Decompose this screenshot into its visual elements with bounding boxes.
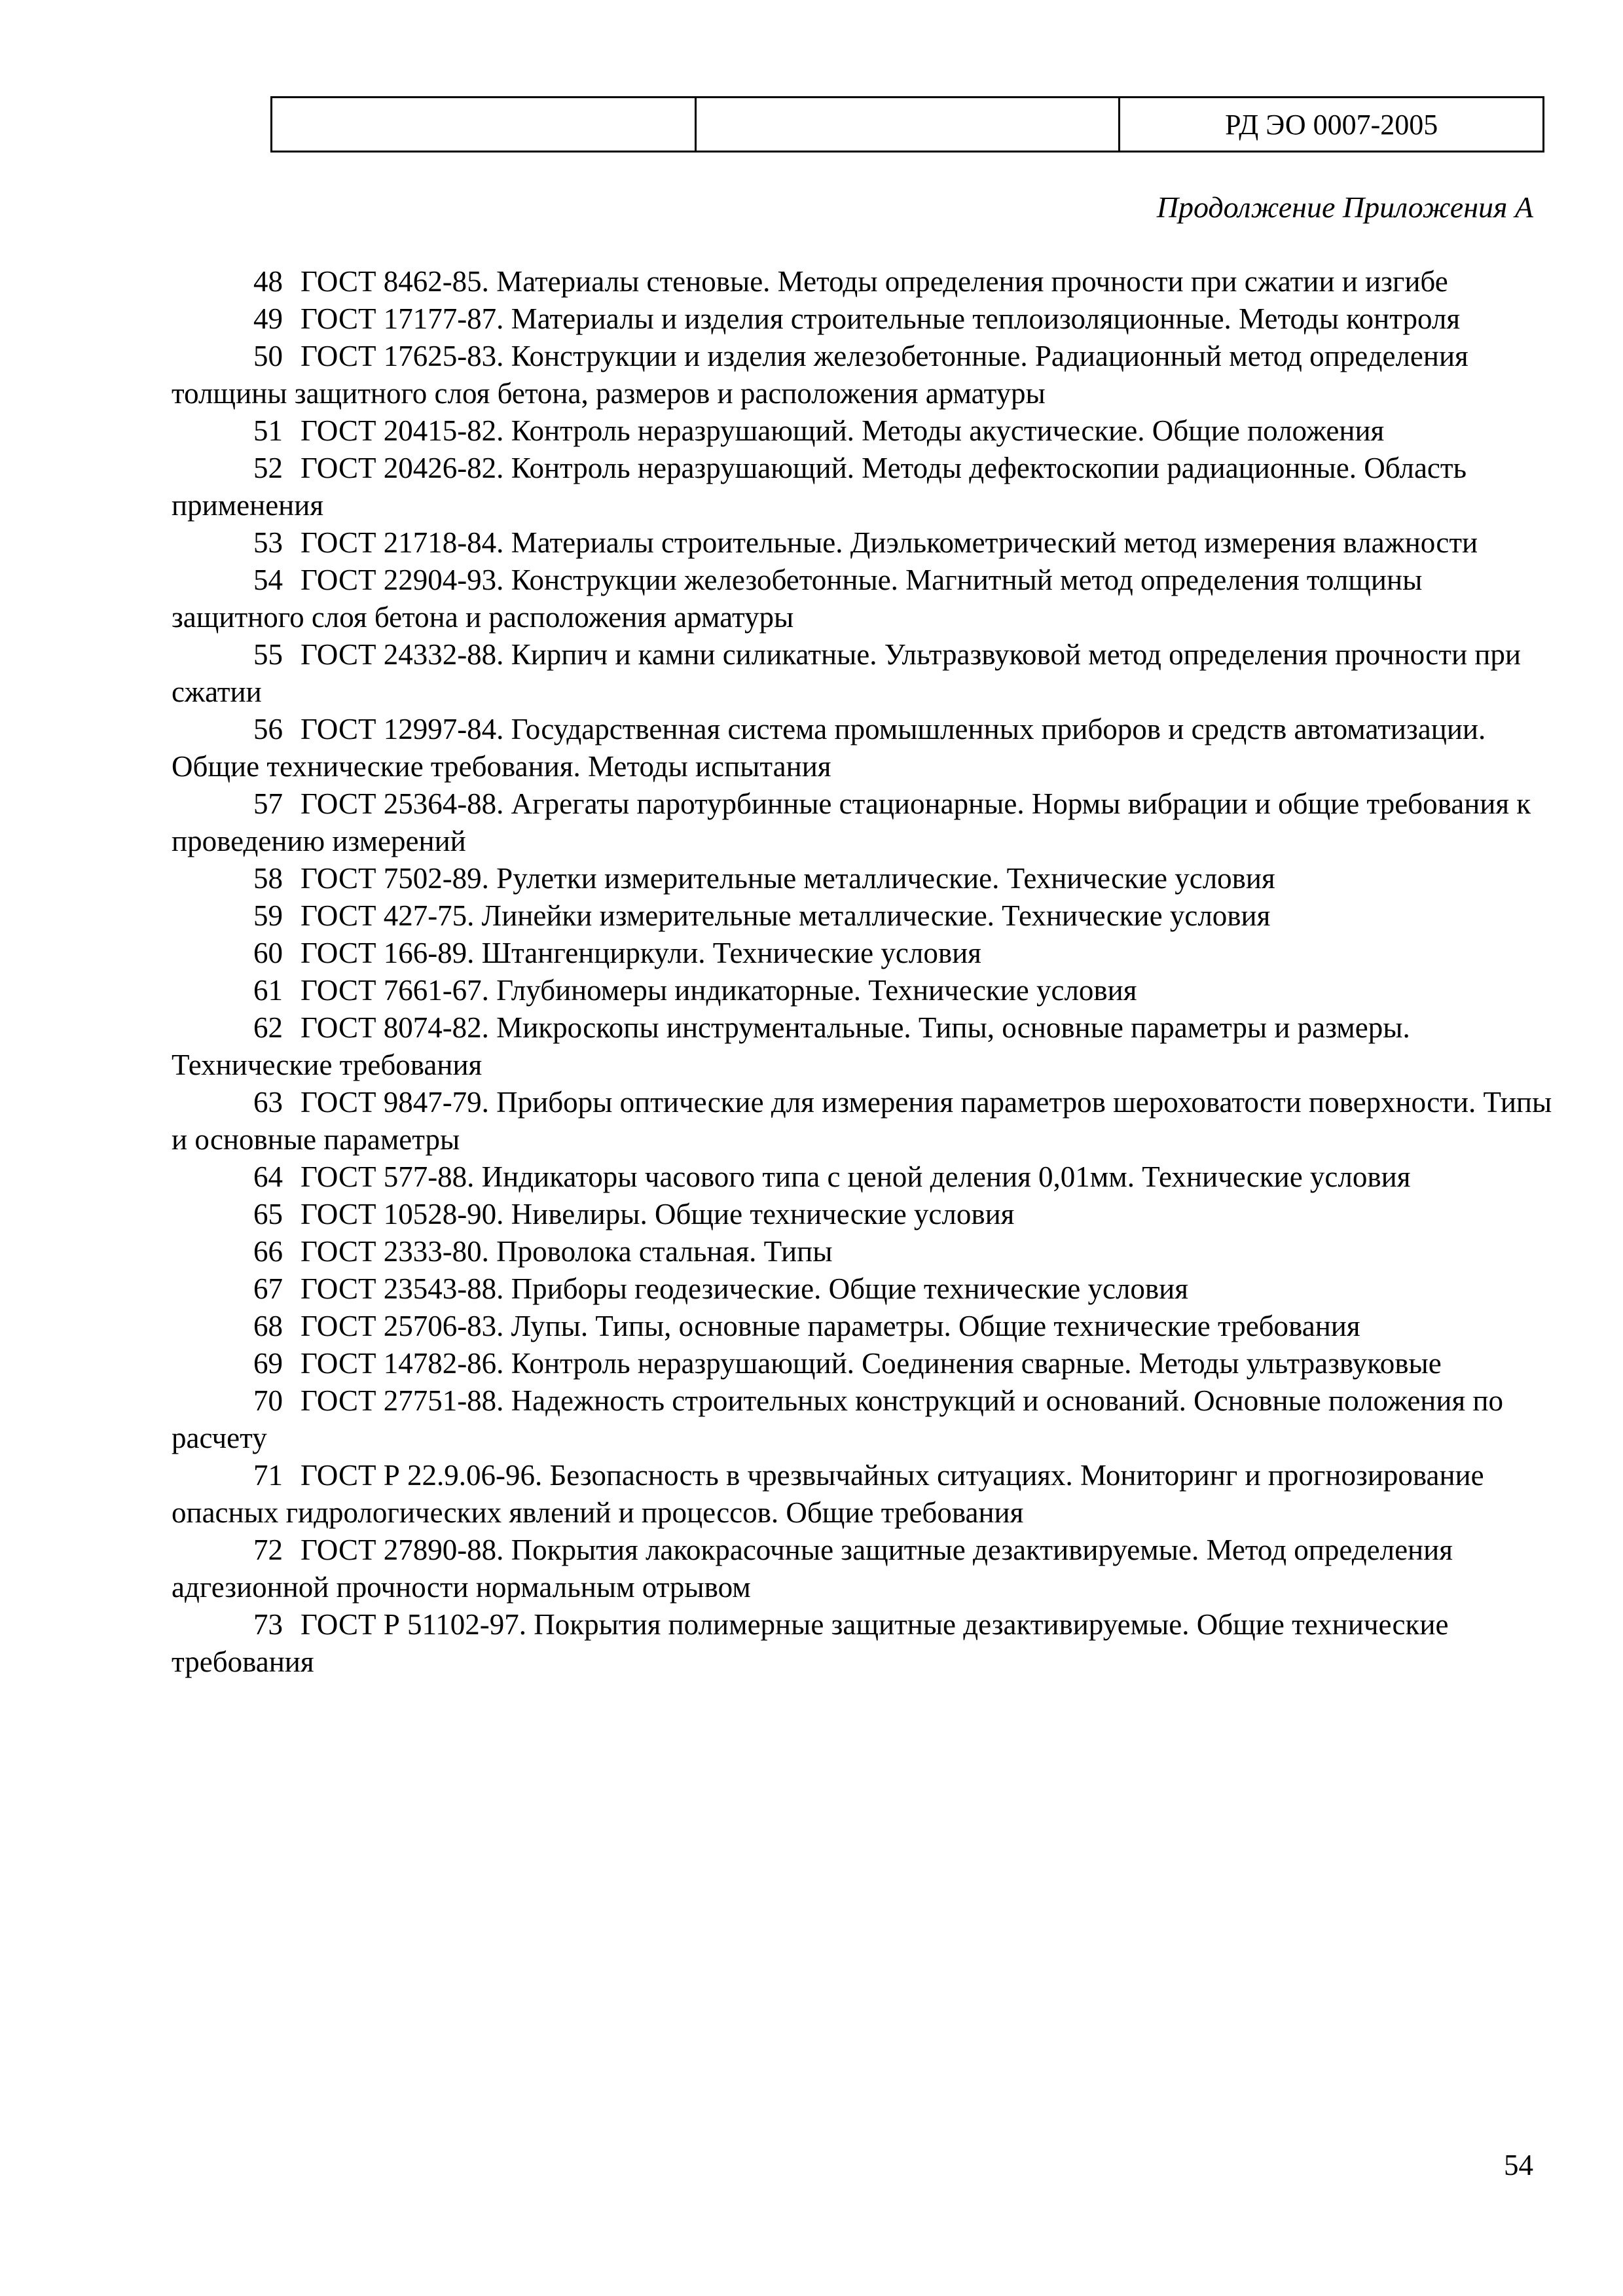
reference-text: ГОСТ 9847-79. Приборы оптические для измерения параметров шероховатости поверхности. Типы и основные параметры — [172, 1086, 1552, 1156]
reference-item — [172, 1382, 1553, 1457]
reference-text: ГОСТ 7661-67. Глубиномеры индикаторные. Технические условия — [301, 974, 1137, 1007]
reference-text: ГОСТ 10528-90. Нивелиры. Общие технические условия — [301, 1198, 1015, 1230]
header-cell-2 — [695, 98, 1120, 152]
reference-number: 60 — [253, 937, 283, 969]
reference-text: ГОСТ 22904-93. Конструкции железобетонные. Магнитный метод определения толщины защитного слоя бетона и расположения арматуры — [172, 564, 1423, 634]
reference-item — [172, 1606, 1553, 1681]
reference-text: ГОСТ 23543-88. Приборы геодезические. Общие технические условия — [301, 1272, 1188, 1305]
reference-number: 51 — [253, 414, 283, 447]
reference-number: 54 — [253, 564, 283, 596]
reference-text: ГОСТ 20426-82. Контроль неразрушающий. Методы дефектоскопии радиационные. Область применения — [172, 452, 1467, 522]
reference-text: ГОСТ Р 51102-97. Покрытия полимерные защитные дезактивируемые. Общие технические требования — [172, 1608, 1449, 1678]
reference-item — [172, 1270, 1553, 1308]
reference-item — [172, 897, 1553, 935]
reference-text: ГОСТ 25706-83. Лупы. Типы, основные параметры. Общие технические требования — [301, 1310, 1360, 1342]
reference-item — [172, 636, 1553, 711]
reference-text: ГОСТ 7502-89. Рулетки измерительные металлические. Технические условия — [301, 862, 1275, 895]
reference-item — [172, 300, 1553, 338]
reference-number: 53 — [253, 526, 283, 559]
reference-item — [172, 450, 1553, 524]
reference-number: 67 — [253, 1272, 283, 1305]
page-number: 54 — [1504, 2149, 1533, 2181]
reference-number: 61 — [253, 974, 283, 1007]
reference-number: 62 — [253, 1011, 283, 1044]
reference-item — [172, 860, 1553, 897]
reference-number: 70 — [253, 1384, 283, 1417]
reference-item — [172, 935, 1553, 972]
reference-item — [172, 1084, 1553, 1158]
reference-list — [172, 263, 1553, 1681]
reference-text: ГОСТ 24332-88. Кирпич и камни силикатные. Ультразвуковой метод определения прочности при сжатии — [172, 638, 1521, 708]
reference-number: 73 — [253, 1608, 283, 1641]
reference-text: ГОСТ 17177-87. Материалы и изделия строительные теплоизоляционные. Методы контроля — [301, 302, 1461, 335]
reference-item — [172, 1308, 1553, 1345]
reference-text: ГОСТ 8074-82. Микроскопы инструментальные. Типы, основные параметры и размеры. Технические требования — [172, 1011, 1410, 1081]
reference-text: ГОСТ 12997-84. Государственная система промышленных приборов и средств автоматизации. Общие технические требования. Методы испытания — [172, 713, 1486, 783]
reference-number: 55 — [253, 638, 283, 671]
reference-number: 68 — [253, 1310, 283, 1342]
reference-item — [172, 1158, 1553, 1196]
reference-number: 72 — [253, 1534, 283, 1566]
reference-text: ГОСТ 27890-88. Покрытия лакокрасочные защитные дезактивируемые. Метод определения адгезионной прочности нормальным отрывом — [172, 1534, 1453, 1604]
document-code: РД ЭО 0007-2005 — [1120, 98, 1544, 152]
reference-text: ГОСТ 8462-85. Материалы стеновые. Методы определения прочности при сжатии и изгибе — [301, 265, 1448, 298]
reference-number: 52 — [253, 452, 283, 484]
reference-text: ГОСТ 577-88. Индикаторы часового типа с ценой деления 0,01мм. Технические условия — [301, 1160, 1411, 1193]
reference-text: ГОСТ 17625-83. Конструкции и изделия железобетонные. Радиационный метод определения толщины защитного слоя бетона, размеров и расположения арматуры — [172, 340, 1468, 410]
reference-number: 69 — [253, 1347, 283, 1380]
reference-item — [172, 524, 1553, 562]
header-row — [272, 98, 1544, 152]
reference-item — [172, 1457, 1553, 1532]
reference-text: ГОСТ 25364-88. Агрегаты паротурбинные стационарные. Нормы вибрации и общие требования к проведению измерений — [172, 787, 1531, 857]
reference-item — [172, 972, 1553, 1009]
reference-item — [172, 1009, 1553, 1084]
reference-number: 50 — [253, 340, 283, 372]
reference-item — [172, 1345, 1553, 1382]
reference-item — [172, 412, 1553, 450]
reference-number: 66 — [253, 1235, 283, 1268]
reference-text: ГОСТ 2333-80. Проволока стальная. Типы — [301, 1235, 833, 1268]
reference-number: 49 — [253, 302, 283, 335]
reference-item — [172, 1532, 1553, 1606]
reference-number: 64 — [253, 1160, 283, 1193]
reference-item — [172, 263, 1553, 300]
reference-number: 59 — [253, 899, 283, 932]
reference-text: ГОСТ 14782-86. Контроль неразрушающий. Соединения сварные. Методы ультразвуковые — [301, 1347, 1442, 1380]
reference-item — [172, 711, 1553, 785]
appendix-continuation-note: Продолжение Приложения А — [1156, 190, 1533, 224]
reference-number: 48 — [253, 265, 283, 298]
reference-number: 57 — [253, 787, 283, 820]
reference-item — [172, 338, 1553, 412]
reference-item — [172, 1233, 1553, 1270]
reference-text: ГОСТ Р 22.9.06-96. Безопасность в чрезвычайных ситуациях. Мониторинг и прогнозирование опасных гидрологических явлений и процессов. Общие требования — [172, 1459, 1484, 1529]
reference-text: ГОСТ 21718-84. Материалы строительные. Диэлькометрический метод измерения влажности — [301, 526, 1478, 559]
reference-number: 56 — [253, 713, 283, 745]
reference-text: ГОСТ 166-89. Штангенциркули. Технические условия — [301, 937, 981, 969]
reference-number: 71 — [253, 1459, 283, 1492]
reference-number: 65 — [253, 1198, 283, 1230]
reference-number: 63 — [253, 1086, 283, 1119]
reference-item — [172, 1196, 1553, 1233]
reference-item — [172, 562, 1553, 636]
header-cell-1 — [272, 98, 696, 152]
reference-item — [172, 785, 1553, 860]
document-header-table — [270, 96, 1544, 152]
reference-text: ГОСТ 27751-88. Надежность строительных конструкций и оснований. Основные положения по расчету — [172, 1384, 1504, 1454]
reference-text: ГОСТ 20415-82. Контроль неразрушающий. Методы акустические. Общие положения — [301, 414, 1385, 447]
reference-text: ГОСТ 427-75. Линейки измерительные металлические. Технические условия — [301, 899, 1271, 932]
reference-number: 58 — [253, 862, 283, 895]
